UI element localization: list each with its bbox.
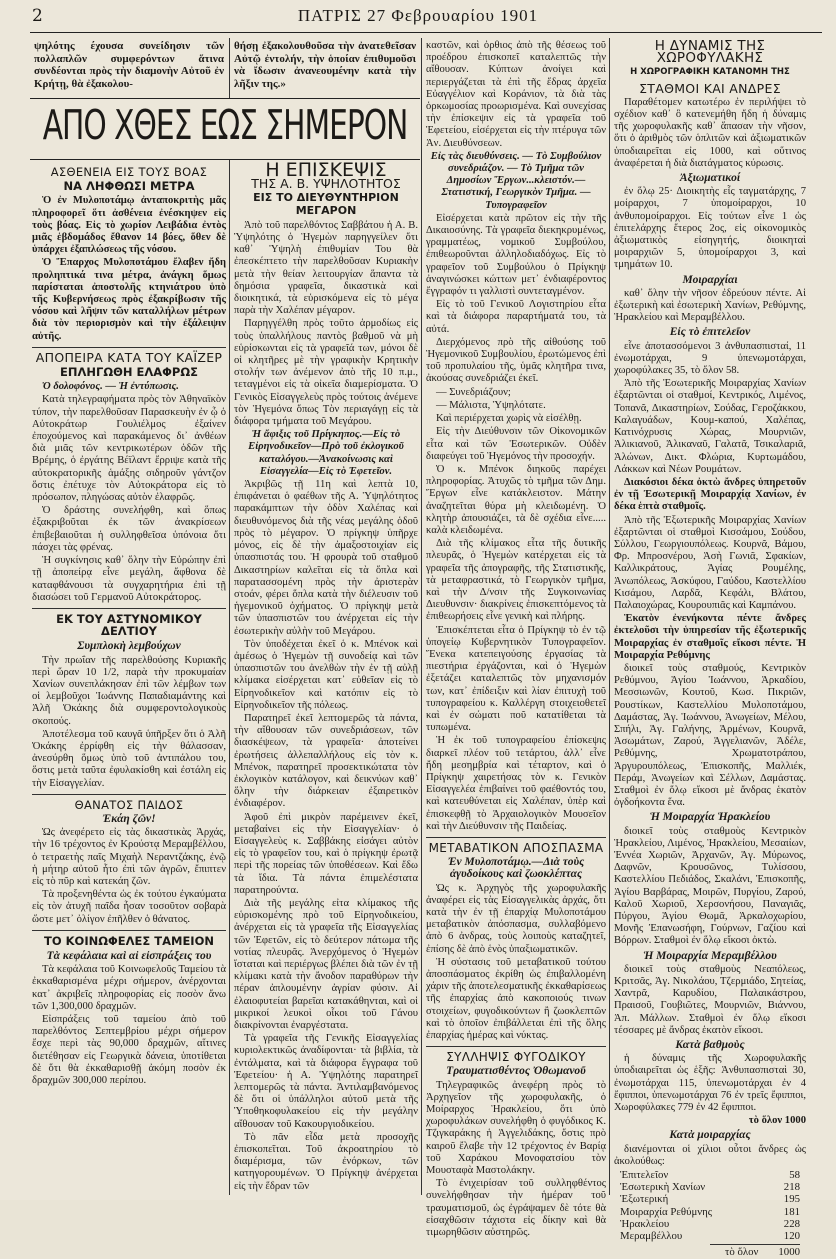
paragraph: Εἰς τὸ τοῦ Γενικοῦ Λογιστηρίου εἶτα καὶ τὰ διάφορα παραρτήματά του, τὰ αὐτά.	[426, 299, 606, 335]
section-divider	[32, 930, 226, 931]
row-value: 120	[783, 1230, 800, 1243]
column-3	[426, 40, 606, 1239]
sum-rule	[710, 1244, 800, 1245]
table-total-row	[620, 1246, 800, 1258]
paragraph: καθ᾽ ὅλην τὴν νῆσον ἐδρεύουν πέντε. Αἱ ἐξωτερικὴ καὶ ἐσωτερικὴ Χανίων, Ρεθύμνης, Ἡρακλείου καὶ Μεραμβέλλου.	[614, 287, 806, 324]
article-title: Η ΔΥΝΑΜΙΣ ΤΗΣ ΧΩΡΟΦΥΛΑΚΗΣ	[654, 38, 766, 67]
top-strip-left	[34, 40, 224, 96]
total-value: 1000	[778, 1246, 800, 1259]
section-divider	[426, 837, 606, 838]
paragraph: Ὡς κ. Ἀρχηγὸς τῆς χωροφυλακῆς ἀναφέρει εἰς τὰς Εἰσαγγελικὰς ἀρχάς, ὅτι κατὰ τὴν ἐν τῇ ἐπαρχίᾳ Μυλοποτάμου μεταβατικὸν ἀπόσπασμα, συλλαβόμενο ἀπὸ 6 ἀνδρας, τοὺς λοιποὺς καταζητεῖ, ἐπίσης δὲ ἀπὸ ἑνὸς ὑπαξιωματικῶν.	[426, 882, 606, 955]
top-strip-right-text: θήσῃ ἐξακολουθοῦσα τὴν ἀνατεθεῖσαν Αὐτῷ ἐντολήν, τὴν ὁποίαν ἐπιθυμοῦσι νὰ ἴδωσιν ἀνανεουμένην κατὰ τὴν λῆξιν της.»	[234, 40, 416, 90]
paragraph: Ὁ κ. Μπένοκ διηκοῦς παρέχει πληροφορίας. Ἀτυχῶς τὸ τμῆμα τῶν Δημ. Ἔργων εἶνε κατάκλειστον. Μάτην ἀναζητεῖται θύρα μὴ κλειδωμένη. Ὁ κλητὴρ ἀπουσιάζει, τὰ δὲ σχέδια εἶνε..... καλὰ κλειδωμένα.	[426, 463, 606, 536]
row-value: 228	[783, 1217, 800, 1230]
paragraph: εἶνε ἀποτασσόμενοι 3 ἀνθυπασπισταί, 11 ἐνωμοτάρχαι, 9 ὑπενωμοτάρχαι, χωροφύλακες 35, τὸ ὅλον 58.	[614, 340, 806, 377]
page-header	[0, 0, 836, 34]
section-subtitle: Ἐν Μυλοποτάμῳ.—Διὰ τοὺς ἀγυδοίκους καὶ ζωοκλέπτας	[447, 856, 585, 881]
section-title: ΕΚ ΤΟΥ ΑΣΤΥΝΟΜΙΚΟΥ ΔΕΛΤΙΟΥ	[56, 611, 202, 639]
paragraph: Διὰ τῆς κλίμακος εἶτα τῆς δυτικῆς πλευρᾶς, ὁ Ἡγεμὼν κατέρχεται εἰς τὰ γραφεῖα τῆς ἀπογραφῆς, τῆς Στατιστικῆς, τὰ μεταφραστικά, τὸ Γεωργικὸν τμῆμα, καὶ τὴν Δ/νσιν τῆς Συγκοινωνίας Διευθυνσιν· διακρίνεις ἐπισκεπτόμενος τὰ ἐπιθεωρήσεις εἶνε γενικὴ καὶ πλήρης.	[426, 538, 606, 623]
paragraph: Ἀπὸ τοῦ παρελθόντος Σαββάτου ἡ Α. Β. Ὑψηλότης ὁ Ἡγεμὼν παρηγγείλεν ὅτι καθ᾽ Ὑψηλὴ ἐπιθυμίαν Του θὰ ἐπεσκέπτετο τὴν παρελθοῦσαν Κυριακὴν μετὰ τὴν θείαν λειτουργίαν ἅπαντα τὰ δημόσια γραφεῖα, δικαστικὰ καὶ διοικητικά, τὰ εὑρισκόμενα εἰς τὸ μέγα παρὰ τὴν Χαλέπαν μέγαρον.	[234, 219, 418, 317]
subhead: Κατὰ μοιραρχίας	[669, 1129, 751, 1142]
dialogue-line: — Μάλιστα, Ὑψηλότατε.	[436, 399, 546, 411]
top-strip-left-text: ψηλότης έχουσα συνείδησιν τῶν πολλαπλῶν συμφερόντων ἅτινα συνδέονται πρὸς τὴν διαμονὴν Αὐτοῦ ἐν Κρήτῃ, θὰ ἐξακολου-	[34, 40, 224, 90]
paragraph: Εἰσέρχεται κατὰ πρῶτον εἰς τὴν τῆς Δικαιοσύνης. Τὰ γραφεῖα διεκηκρυμένως, γραμματέως, νομικοῦ Συμβούλου, ἐπιθεωροῦνται ἀλληλοδιαδόχως. Εἰς τὸ γραφεῖον τοῦ Συμβούλου ὁ Πρίγκηψ ἀναγινώσκει κώττων μετ᾽ ἐνδιαφέροντος ἔγγραφόν τι γαλλιστὶ συντεταγμένον.	[426, 212, 606, 298]
subhead: Μοιραρχίαι	[682, 273, 738, 286]
section-subtitle: Ἐκάη ζῶν!	[102, 812, 156, 825]
section-subtitle: ΕΠΛΗΓΩΘΗ ΕΛΑΦΡΩΣ	[59, 365, 198, 380]
paragraph: Ἀπὸ τῆς Ἐξωτερικῆς Μοιραρχίας Χανίων ἐξαρτῶνται οἱ σταθμοὶ Κισσάμου, Σούδου, Σύλλου, Γεωργιουπόλεως. Κουρνᾶ, Βάμου, Φρ. Μπροσνέρου, Ἀσὴ Γωνιᾶ, Σφακίων, Καλλικράτους, Ἁγίας Ρουμέλης, Ἀνωπόλεως, Ἀσκύφου, Γαύδου, Καστελλίου Κισάμου, Λαρδᾶ, Κεφάλι, Βλάτου, Παλαιοχώρας, Κουρουπιᾶς καὶ Καμπάνου.	[614, 514, 806, 611]
paragraph: ἡ δύναμις τῆς Χωροφυλακῆς ὑποδιαιρεῖται ὡς ἑξῆς: Ἀνθυπασπισταὶ 30, ἐνωμοτάρχαι 115, ὑπενωμοτάρχαι ἐν 4 ἔφιπποι, ὑπενωμοτάρχαι 76 ἐν τρεῖς ἔφιπποι, Χωροφύλακες 779 ἐν 42 ἔφιπποι.	[614, 1053, 806, 1114]
paragraph: Ὡς ἀνεφέρετο εἰς τὰς δικαστικὰς Ἀρχάς, τὴν 16 τρέχοντος ἐν Κρούστᾳ Μεραμβέλλου, ὁ τετραετὴς παῖς Μιχαὴλ Νεραντζάκης, ἐνῷ ἡ μήτηρ αὐτοῦ ἦτο ἐπὶ τῶν ἀγρῶν, ἔπιπτεν εἰς τὸ πῦρ καὶ κατεκάη ζῶν.	[32, 827, 226, 887]
paragraph: Ἡ ἐκ τοῦ τυπογραφείου ἐπίσκεψις διαρκεῖ πλέον τοῦ τετάρτου, ἀλλ᾽ εἶνε ἤδη μεσημβρία καὶ τέταρτον, καὶ ὁ Πρίγκηψ χαιρετήσας τὸν κ. Γενικὸν Εἰσαγγελέα ἐπιβαίνει τοῦ φαέθοντός του, καὶ κατευθύνεται εἰς Χαλέπαν, ὑπὲρ καὶ ἐπισκεφθῇ τὸ Ἀρχαιολογικὸν Μουσεῖον καὶ τὴν Διεύθυνσιν τῆς Παιδείας.	[426, 735, 606, 832]
paragraph: Τὴν πρωΐαν τῆς παρελθούσης Κυριακῆς περὶ ὥραν 10 1/2, παρὰ τὴν προκυμαίαν Χανίων συνεπλάκησαν ἐπὶ τῶν λέμβων των οἱ λεμβοῦχοι Ἰωάννης Παπαδιαμάντης καὶ Ἀλῆ Ὀκάκης διὰ συμφεροντολογικοὺς σκοπούς.	[32, 654, 226, 727]
article-title-line2: ΤΗΣ Α. Β. ΥΨΗΛΟΤΗΤΟΣ	[251, 176, 401, 192]
banner-title: ΑΠΟ ΧΘΕΣ ΕΩΣ ΣΗΜΕΡΟΝ	[42, 100, 408, 149]
paragraph: Κατὰ τηλεγραφήματα πρὸς τὸν Ἀθηναϊκὸν τύπον, τὴν παρελθοῦσαν Παρασκευὴν ἐν ᾧ ὁ Αὐτοκράτωρ Γουλιέλμος ἐξαίνεν ἐποχούμενος καὶ παρακάμενος δι᾽ ἀνθέων διὰ μιᾶς τῶν κεντρικωτέρων ὁδῶν τῆς Βρέμης, ὁ ἐργάτης Βέϊλαντ ἔρριψε κατὰ τῆς αὐτοκρατορικῆς ἁμάξης σιδηροῦν γάντζον ὅστις ἐπέτυχε τὸν Αὐτοκράτορα εἰς τὸ πρόσωπον, πληγώσας αὐτὸν ἐλαφρῶς.	[32, 394, 226, 504]
paragraph: Ἀπὸ τῆς Ἐσωτερικῆς Μοιραρχίας Χανίων ἐξαρτῶνται οἱ σταθμοί, Κεντρικός, Λιμένος, Τοπανᾶ, Δικαστηρίων, Σούδας, Γεροζάκκου, Καλαγυάδων, Κουμ-καπού, Χαλέπας, Κατινόχρυσις Χώρας, Μουρνιῶν, Ἁλικιανοῦ, Ἀλικαναῦ, Γαλατᾶ, Τσικαλαριᾶ, Ἀλώνων, Δικτ. Φλώρια, Κυρτωμάδου, Λάκκων καὶ Νέων Ρουμάτων.	[614, 378, 806, 475]
row-label: Μοιραρχία Ρεθύμνης	[620, 1205, 713, 1218]
paragraph: Τὸ πᾶν εἶδα μετὰ προσοχῆς ἐπισκοπεῖται. Τοῦ ἀκροατηρίου τὸ διαμέρισμα, τῶν ἐνόρκων, τῶν κατηγορουμένων. Ὁ Πρίγκηψ ἀνέρχεται εἰς τὴν ἕδραν τῶν	[234, 1131, 418, 1192]
table-row	[620, 1181, 800, 1193]
subhead: Εἰς τὸ ἐπιτελεῖον	[669, 326, 751, 339]
section-divider	[32, 794, 226, 795]
total-label: τὸ ὅλον	[725, 1246, 759, 1259]
paragraph: Τηλεγραφικῶς ἀνεφέρη πρὸς τὸ Ἀρχηγεῖον τῆς χωροφυλακῆς, ὁ Μοίραρχος Ἡρακλείου, ὅτι ὑπὸ χωροφυλάκων συνελήφθη ὁ φυγόδικος Κ. Τζιγκαράκης ἡ Ἀγγελιδάκης, ὅστις πρὸ καιροῦ ἔλαβε τὴν 12 τρέχοντος ἐν Βαρίᾳ τοῦ Χαράκου Μονοφατσίου τὸν Μουσταφὰ Μαστολάκην.	[426, 1079, 606, 1177]
highlight-paragraph: Διακόσιοι δέκα ὀκτὼ ἄνδρες ὑπηρετοῦν ἐν τῇ Ἐσωτερικῇ Μοιραρχίᾳ Χανίων, ἐν δέκα ἑπτὰ σταθμοῖς.	[614, 476, 806, 513]
paragraph: διοικεῖ τοὺς σταθμοὺς Κεντρικὸν Ἡρακλείου, Λιμένος, Ἡρακλείου, Μεσαιίων, Ἐννέα Χωριῶν, Ἀρχανῶν, Ἀγ. Μύρωνος, Δαφνῶν, Κρουσῶνος, Τυλίσσου, Καστελλίου Πεδιάδος, Σκαλάνι, Ἐπισκοπῆς, Ἁγίου Βαρβάρας, Μοιρῶν, Πυργίου, Ζαρού, Καλοῦ Χωριοῦ, Χερσονήσου, Παναγιᾶς, Πύργου, Ἁγίου Θωμᾶ, Ἀρκαλοχωρίου, Μονῆς Ἐπανωσήφη, Γούρνων, Γαζίου καὶ Βόρρων. Σταθμοὶ ἐν ὅλῳ εἴκοσι ὀκτὼ.	[614, 825, 807, 947]
article-title: Η ΕΠΙΣΚΕΨΙΣ	[265, 159, 387, 181]
subhead: Κατὰ βαθμοὺς	[675, 1039, 745, 1052]
distribution-table	[614, 1169, 806, 1258]
section-title: ΘΑΝΑΤΟΣ ΠΑΙΔΟΣ	[74, 797, 184, 812]
column-1	[32, 162, 226, 1192]
row-label: Μεραμβέλλου	[620, 1230, 683, 1243]
column-divider	[229, 160, 230, 1195]
section-title: ΜΕΤΑΒΑΤΙΚΟΝ ΑΠΟΣΠΑΣΜΑ	[428, 841, 604, 855]
paragraph: Ὁ δράστης συνελήφθη, καὶ ὅπως ἐξακριβοῦται ἐκ τῶν ἀνακρίσεων ἐπιβεβαιοῦται ἡ συλληφθεῖσα ὑπόνοια ὅτι πάσχει τὰς φρένας.	[32, 505, 226, 553]
paragraph: Ἡ συγκίνησις καθ᾽ ὅλην τὴν Εὐρώπην ἐπὶ τῇ ἀποπείρᾳ εἶνε μεγάλη, ἄφθονα δὲ καταφθάνουσι τὰ συγχαρητήρια ἐπὶ τῇ διασώσει τοῦ Γερμανοῦ Αὐτοκράτορος.	[32, 555, 226, 603]
paragraph: Ἀκριβῶς τῇ 11η καὶ λεπτὰ 10, ἐπιφάνεται ὁ φαέθων τῆς Α. Ὑψηλότητος παρακάμπτων τὴν ὁδὸν Χαλέπας καὶ διευθυνόμενος διὰ τῆς νέας μεγάλης ὁδοῦ πρὸς τὸ μέγαρον. Ὁ πρίγκηψ ὑπῆρχε μόνος, εἰς δὲ τὴν ἀμαξοστοιχίαν εἰς ὑπασπιστάς του. Ἡ φρουρὰ τοῦ σταθμοῦ Δικαστηρίων καλεῖται εἰς τὰ ὅπλα καὶ παρατασσομένη πρὸς τὴν ἀριστερὰν στοάν, φέρει ὅπλα κατὰ τὴν διέλευσιν τοῦ ἡγεμονικοῦ ὀχήματος. Ὁ πρίγκηψ μετὰ τῶν ὑπασπιστῶν του ἀνέρχεται εἰς τὴν ἐσωτερικὴν αὐλὴν τοῦ Μεγάρου.	[234, 479, 418, 637]
dialogue-line: — Συνεδριάζουν;	[436, 386, 511, 398]
row-value: 58	[789, 1169, 800, 1182]
section-divider	[426, 1046, 606, 1047]
paragraph: Παρατηρεῖ ἐκεῖ λεπτομερῶς τὰ πάντα, τὴν αἴθουσαν τῶν συνεδριάσεων, τῶν διασκέψεων, τὰ γραφεῖα· ἀποτείνει ἐρωτήσεις ἀλλεπαλλήλους εἰς τὸν κ. Μπένοκ, παρατηρεῖ προσεκτικώτατα τὸν ἐκλογικὸν κατάλογον, καὶ δεικνύων καθ᾽ ὅλην τὴν διάρκειαν ἐξαιρετικὸν ἐνδιαφέρον.	[234, 712, 418, 810]
paragraph: Τὰ γραφεῖα τῆς Γενικῆς Εἰσαγγελίας κυριολεκτικῶς ἀναδίφονται· τὰ βιβλία, τὰ ἐντάλματα, καὶ τὰ διάφορα ἔγγραφα τοῦ Ἐφετείου· ἡ Α. Ὑψηλότης παρατηρεῖ λεπτομερῶς τὰ πάντα. Ἀντιλαμβανόμενος δὲ ὅτι οἱ ὑπάλληλοι αὐτοῦ μετὰ τῆς Ὑποθηκοφυλακείου εἰς τὴν μεγάλην αἴθουσαν τοῦ Κακουργιοδικείου.	[234, 1033, 418, 1130]
paragraph: Εἰσπράξεις τοῦ ταμείου ἀπὸ τοῦ παρελθόντος Σεπτεμβρίου μέχρι σήμερον ἔσχε περὶ τὰς 90,000 δραχμῶν, αἵτινες διετέθησαν εἰς Γεωργικὰ δάνεια, ὑποτίθεται δὲ ὅτι θὰ ἐκκαθαρισθῇ ἀκόμη ποσὸν ἐκ δραχμῶν 300,000 περίπου.	[32, 1014, 226, 1087]
subhead: Ἀξιωματικοί	[679, 172, 741, 185]
table-row	[620, 1218, 800, 1230]
paragraph: Διερχόμενος πρὸ τῆς αἰθούσης τοῦ Ἡγεμονικοῦ Συμβουλίου, ἐρωτώμενος ἐπὶ τοῦ προπυλαίου τῆς, ὑμᾶς κλητῆρα τινα, ἀκούσας συνεδριάζει ἐκεῖ.	[426, 336, 606, 385]
section-subtitle: Τὰ κεφάλαια καὶ αἱ εἰσπράξεις του	[46, 949, 212, 962]
paragraph: Τὸν ὑποδέχεται ἐκεῖ ὁ κ. Μπένοκ καὶ ἀμέσως ὁ Ἡγεμὼν τῇ συνοδείᾳ καὶ τῶν ὑπασπιστῶν του ἀνελθὼν τὴν ἐν τῇ αὐλῇ κλίμακα εἰσέρχεται κατ᾽ εὐθεῖαν εἰς τὸ Εἰρηνοδικεῖον καὶ κατόπιν εἰς τὸ Εἰρηνοδικεῖον τῆς πόλεως.	[234, 638, 418, 711]
column-4	[614, 38, 807, 1259]
section-subtitle: Τραυματισθέντος Ὀθωμανοῦ	[446, 1065, 586, 1078]
subhead: Ἡ Μοιραρχία Ἡρακλείου	[649, 811, 771, 824]
row-label: Ἐπιτελεῖον	[620, 1169, 669, 1182]
paragraph: ἐν ὅλῳ 25· Διοικητὴς εἷς ταγματάρχης, 7 μοίραρχοι, 7 ὑπομοίραρχοι, 10 ἀνθυπομοίραρχοι. Εἰς τούτων εἶνε 1 ὡς ἐπιτελάρχης ἕτερος 2ος, εἰς οἰκονομικὸς ἀξιωματικὸς εἰσηγητής, διοικηταὶ μοιραρχιῶν 5, ὑπομοίραρχοι 3, καὶ τμημάτων 10.	[614, 186, 806, 271]
paragraph: διοικεῖ τοὺς σταθμούς, Κεντρικὸν Ρεθύμνου, Ἁγίου Ἰωάννου, Ἀρκαδίου, Μεσσιωνῶν, Κουτοῦ, Κωσ. Πικριῶν, Ρουστίκων, Καστελλίου Μυλοποτάμου, Δαμάστας, Ἀγ. Ἰωάννου, Ἀνωγείων, Μέλου, Σπήλι, Ἀγ. Γαλήνης, Ἀρμένων, Κουρνᾶ, Ἀσωμάτων, Ζαρού, Ἀγγελιανῶν, Ἀδέλε, Ρεθύμνης, Χρωματοτράπου, Ἀργυρουπόλεως, Ἐπισκοπῆς, Μαλλιέκ, Περάμ, Ἀνωγείων καὶ Σέλλων, Δαμάστας. Σταθμοὶ ἐν ὅλῳ εἴκοσι μὲ ἄνδρας ἑκατὸν ὀγδοήκοντα ἕνα.	[614, 662, 806, 809]
table-row	[620, 1169, 800, 1181]
subhead: Ἡ ἄφιξις τοῦ Πρίγκηπος.—Εἰς τὸ Εἰρηνοδικεῖον—Πρὸ τοῦ ἐκλογικοῦ καταλόγου.—Ἀνακοίνωσις καὶ Εἰσαγγελία—Εἰς τὸ Ἐφετεῖον.	[248, 429, 404, 477]
row-label: Ἡρακλείου	[620, 1217, 670, 1230]
page-number: 2	[32, 6, 43, 26]
section-title: ΣΥΛΛΗΨΙΣ ΦΥΓΟΔΙΚΟΥ	[446, 1050, 586, 1065]
row-value: 218	[783, 1181, 800, 1194]
paragraph: Ἀφοῦ ἐπὶ μικρὸν παρέμεινεν ἐκεῖ, μεταβαίνει εἰς τὴν Εἰσαγγελίαν· ὁ Εἰσαγγελεὺς κ. Σαββάκης εἰσάγει αὐτὸν εἰς τὸ γραφεῖον του, καὶ ὁ πρίγκηψ ἐρωτᾷ περὶ τῆς πορείας τῶν ὑποθέσεων. Καὶ ἔδω τὰ ἴδια. Τὰ πάντα ἐπιμελέστατα παρατηρούντα.	[234, 811, 418, 896]
paragraph: Διὰ τῆς μεγάλης εἰτα κλίμακος τῆς εὑρισκομένης πρὸ τοῦ Εἰρηνοδικείου, ἀνέρχεται εἰς τὰ γραφεῖα τῆς Εἰσαγγελίας τῶν Ἐφετῶν, εἰς τὸ δεύτερον πάτωμα τῆς νοτίας πλευρᾶς. Ἀνερχόμενος ὁ Ἡγεμὼν ἵσταται καὶ περιέργως βλέπει διὰ τῶν ἐν τῇ κλίμακι κατὰ τὴν ἄνοδον παραθύρων τὴν πέραν ἀπλουμένην ἀγρίαν φύσιν. Αἱ ἐλαιοφυτείαι βαρεῖαι κατακάθηνται, καὶ οἱ μικρικοί λευκοὶ οἶκοι τοῦ Γάνου διακρίνονται ἐναργέστατα.	[234, 897, 418, 1032]
paragraph: Τὰ προξενηθέντα ὡς ἐκ τούτου ἐγκαύματα εἰς τὸν ἀτυχῆ παῖδα ἦσαν τοσοῦτον σοβαρὰ ὥστε μετ᾽ ὀλίγον ἐπῆλθεν ὁ θάνατος.	[32, 889, 226, 925]
highlight-paragraph: Ἑκατὸν ἐνενήκοντα πέντε ἄνδρες ἐκτελοῦσι τὴν ὑπηρεσίαν τῆς ἐξωτερικῆς Μοιραρχίας ἐν σταθμοῖς εἴκοσι πέντε. Ἡ Μοιραρχία Ρεθύμνης	[614, 613, 806, 661]
banner-box	[30, 98, 420, 160]
paragraph: Παραθέτομεν κατωτέρω ἐν περιλήψει τὸ σχέδιον καθ᾽ ὃ κατενεμήθη ἤδη ἡ δύναμις τῆς χωροφυλακῆς καθ᾽ ἅπασαν τὴν νῆσον, ὅτι ὁ ἀριθμὸς τῶν ὁπλιτῶν καὶ ἀξιωματικῶν ὑποδιαιρεῖται εἰς 1000, καὶ οὕτινος ἀναφέρεται ἡ διὰ διατάγματος κύρωσις.	[614, 96, 806, 169]
column-divider	[229, 38, 230, 98]
column-divider	[421, 38, 422, 1195]
row-label: Ἐσωτερικὴ Χανίων	[620, 1181, 706, 1194]
lead-line: Ὁ δολοφόνος. — Ἡ ἐντύπωσις.	[42, 381, 179, 393]
section-title: ΤΟ ΚΟΙΝΩΦΕΛΕΣ ΤΑΜΕΙΟΝ	[44, 933, 214, 948]
subhead: Εἰς τὰς διευθύνσεις. — Τὸ Συμβούλιον συνεδριάζον. — Τὸ Τμῆμα τῶν Δημοσίων Ἔργων...κλειστόν.— Στατιστική, Γεωργικὸν Τμῆμα. — Τυπογραφεῖον	[430, 150, 602, 211]
paragraph: Τὰ κεφάλαια τοῦ Κοινωφελοῦς Ταμείου τὰ ἐκκαθαρισμένα μέχρι σήμερον, ἀνέρχονται κατ᾽ ἀκριβεῖς πληροφορίας εἰς ποσὸν ἄνω τῶν 1,300,000 δραχμῶν.	[32, 964, 226, 1012]
column-2	[234, 159, 418, 1192]
paragraph: διοικεῖ τοὺς σταθμοὺς Νεαπόλεως, Κριτσᾶς, Ἀγ. Νικολάου, Τζερμιάδο, Σητείας, Χαντρᾶ, Καρυδίου, Παλαικάστρου, Πραισοῦ, Γουβιῶτες, Μουρνιῶν, Βιάννου, Ἀπ. Μάλλων. Σταθμοὶ ἐν ὅλῳ εἴκοσι τέσσαρες μὲ ἄνδρας ἑκατὸν εἴκοσι.	[614, 963, 806, 1036]
paragraph: Ἀποτέλεσμα τοῦ καυγᾶ ὑπῆρξεν ὅτι ὁ Ἀλῆ Ὀκάκης ἐρρίφθη εἰς τὴν θάλασσαν, ἀνεσύρθη ὅμως ὑπὸ τοῦ ἀντιπάλου του, ὅστις μετὰ ταῦτα ἐφυλακίσθη καὶ ἐστάλη εἰς τὴν Εἰσαγγελίαν.	[32, 728, 226, 789]
top-strip-right	[234, 40, 416, 96]
section-title: ΑΣΘΕΝΕΙΑ ΕΙΣ ΤΟΥΣ ΒΟΑΣ	[50, 165, 208, 179]
header-rule	[30, 32, 822, 33]
paragraph: Καὶ περιέρχεται χωρὶς νὰ εἰσέλθῃ.	[436, 413, 582, 425]
total-line: τὸ ὅλον 1000	[748, 1115, 806, 1127]
subhead: Ἡ Μοιραρχία Μεραμβέλλου	[643, 949, 777, 962]
section-subtitle: Συμπλοκὴ λεμβούχων	[77, 640, 181, 653]
paragraph: Εἰς τὴν Διεύθυνσιν τῶν Οἰκονομικῶν εἶτα καὶ τῶν Ἐσωτερικῶν. Οὐδὲν διαφεύγει τοῦ Ἡγεμόνος τὴν προσοχήν.	[426, 426, 606, 462]
article-subtitle: ΕΙΣ ΤΟ ΔΙΕΥΘΥΝΤΗΡΙΟΝ ΜΕΓΑΡΟΝ	[253, 191, 399, 217]
paragraph: Ἐπισκέπτεται εἶτα ὁ Πρίγκηψ τὸ ἐν τῷ ὑπογείῳ Κυβερνητικὸν Τυπογραφεῖον. Ἕνεκα κατεπειγούσης ἐργασίας τὰ πιεστήρια ἐργάζονται, καὶ ὁ Ἡγεμὼν ἐξετάζει καταλεπτῶς τὸν μηχανισμόν των, κατ᾽ ἐπίδειξιν καὶ λίαν ἐπιτυχὴ τοῦ τυπογραφείου κ. Καλλέργη στοιχειοθετεῖ καὶ ἐν σώματι ποῦ κατατίθεται τὰ τυπωμένα.	[426, 624, 606, 734]
row-value: 181	[783, 1205, 800, 1218]
article-subtitle-2: ΣΤΑΘΜΟΙ ΚΑΙ ΑΝΔΡΕΣ	[639, 80, 781, 96]
table-row	[620, 1193, 800, 1205]
section-title: ΑΠΟΠΕΙΡΑ ΚΑΤΑ ΤΟΥ ΚΑΪΖΕΡ	[35, 349, 223, 365]
paragraph: Τὸ ἐνιχειρίσαν τοῦ συλληφθέντος συνελήφθησαν τὴν ἡμέραν τοῦ τραυματισμοῦ, ὡς ἐγράψαμεν δὲ τότε θὰ εἰσαχθῶσιν τάχιστα εἰς δίκην καὶ θὰ τιμωρηθῶσιν αὐστηρῶς.	[426, 1178, 606, 1239]
paragraph: Ὁ Ἔπαρχος Μυλοποτάμου ἔλαβεν ἤδη προληπτικά τινα μέτρα, ἀνάγκη ὅμως παρίσταται ἀποστολῆς κτηνιάτρου ὑπὸ τῆς Κυβερνήσεως πρὸς ἐξακρίβωσιν τῆς νόσου καὶ λῆψιν τῶν καταλλήλων μέτρων διὰ τὸν περιορισμὸν καὶ τὴν ἐξάλειψιν αὐτῆς.	[32, 257, 226, 342]
paragraph: καστῶν, καὶ ὀρθιος ἀπὸ τῆς θέσεως τοῦ προέδρου ἐπισκοπεῖ καταλεπτῶς τὴν αἴθουσαν. Κύπτων ἀνοίγει καὶ περιεργάζεται τὰ ἐπὶ τῆς ἕδρας ἀρχεῖα Εὐαγγέλιον καὶ Κοράνιον, τὰ διὰ τὰς ὁρκωμοσίας προωρισμένα. Καὶ συνεχίσας τὴν ἐπίσκεψιν εἰς τὰ γραφεῖα τοῦ Ἐφετείου, εἰσέρχεται εἰς τὴν πτέρυγα τῶν Ἀν. Διευθύνσεων.	[426, 40, 606, 149]
section-subtitle: ΝΑ ΛΗΦΘΩΣΙ ΜΕΤΡΑ	[63, 179, 195, 194]
section-divider	[32, 347, 226, 348]
paragraph: Παρηγγέλθη πρὸς τοῦτο ἁρμοδίως εἰς τοὺς ὑπαλλήλους παντὸς βαθμοῦ νὰ μὴ εὑρίσκωνται εἰς τὰ γραφεῖά των, μόνοι δὲ οἱ κλητῆρες μὲ τὴν γραφικὴν Κρητικὴν στολήν των ἀνέμενον ἀπὸ τῆς 10 π.μ., τεταγμένοι εἰς τὰ οἰκεῖα διαμερίσματα. Ὁ Γενικὸς Εἰσαγγελεὺς πρὸς τούτοις ἀνέμενε τὸν Ἡγεμόνα ὅπως Τὸν περιαγάγῃ εἰς τὰ διάφορα τμήματα τοῦ Μεγάρου.	[234, 318, 418, 428]
paragraph: Ἡ σύστασις τοῦ μεταβατικοῦ τούτου ἀποσπάσματος ἐκρίθη ὡς ἐπιβαλλομένη χάριν τῆς ἀποτελεσματικῆς ἐκκαθαρίσεως τῆς ἐπαρχίας ἀπὸ κακοποιούς τινων στοιχείων, φυγοδικούντων ἢ ζωοκλεπτῶν καὶ τὸ ὁποῖον ἐπιβάλλεται ἐπὶ τῆς ὅλης ἐπαρχίας ἡμέρας καὶ νύκτας.	[426, 956, 606, 1042]
row-value: 195	[783, 1193, 800, 1206]
row-label: Ἐξωτερική	[620, 1193, 669, 1206]
paragraph: διανέμονται οἱ χίλιοι οὗτοι ἄνδρες ὡς ἀκολούθως:	[614, 1143, 806, 1167]
table-row	[620, 1230, 800, 1242]
article-subtitle: Η ΧΩΡΟΓΡΑΦΙΚΗ ΚΑΤΑΝΟΜΗ ΤΗΣ	[630, 67, 790, 78]
section-divider	[32, 608, 226, 609]
table-row	[620, 1206, 800, 1218]
paragraph: Ὁ ἐν Μυλοποτάμῳ ἀνταποκριτὴς μᾶς πληροφορεῖ ὅτι ἀσθένεια ἐνέσκηψεν εἰς τοὺς βόας. Εἰς τὸ χωρίον Λειβάδια ἐντὸς μιᾶς ἑβδομάδος ἔθανον 14 βόες, ὅθεν δὲ ὑπάρχει ἐξαπλώσεως τῆς νόσου.	[32, 195, 226, 256]
column-divider	[609, 38, 610, 1195]
masthead: ΠΑΤΡΙΣ 27 Φεβρουαρίου 1901	[297, 6, 539, 25]
